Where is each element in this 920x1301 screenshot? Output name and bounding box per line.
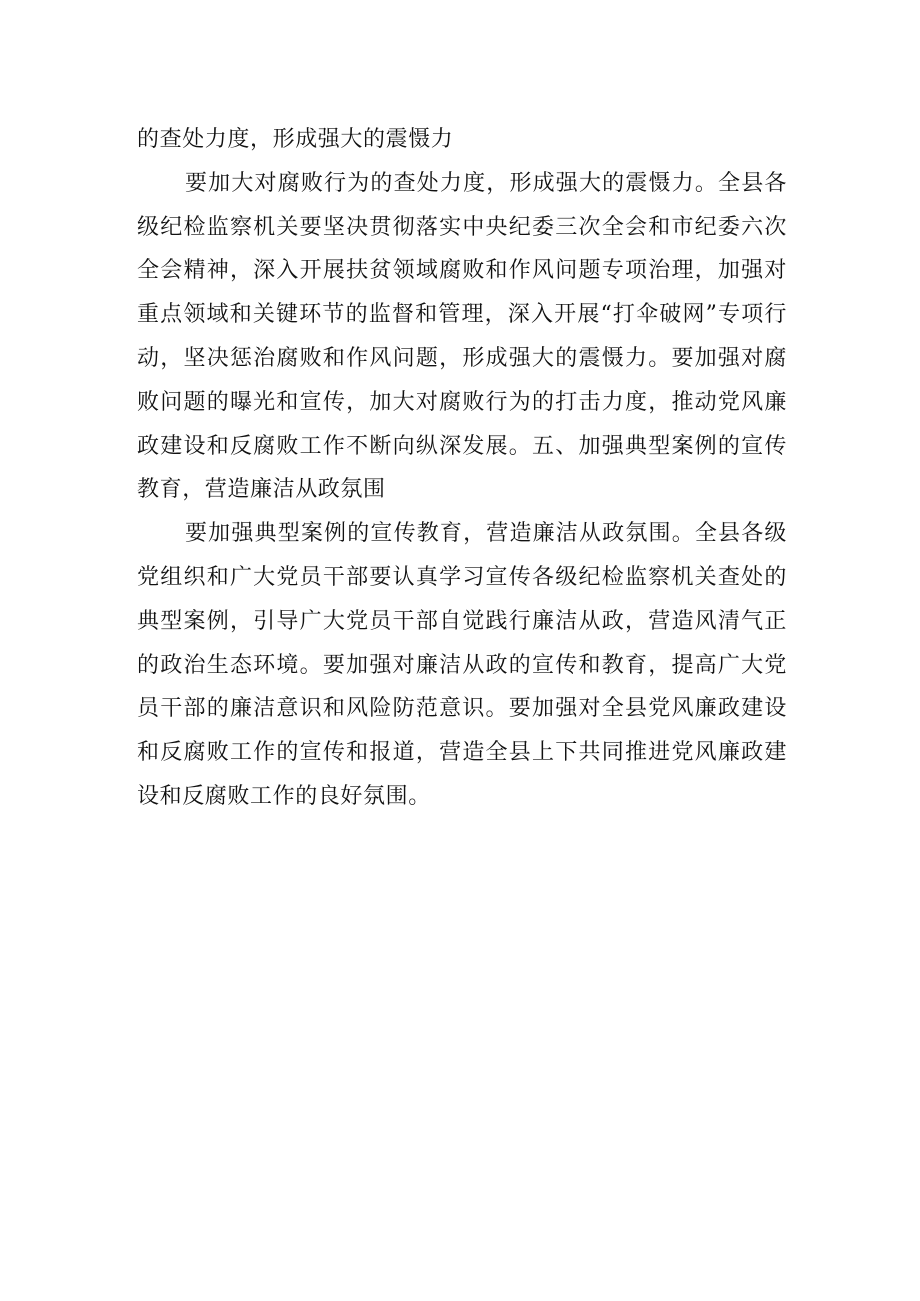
paragraph-case-education: 要加强典型案例的宣传教育，营造廉洁从政氛围。全县各级党组织和广大党员干部要认真学习宣传各级纪检监察机关查处的典型案例，引导广大党员干部自觉践行廉洁从政，营造风清气正的政治生态环境。要加强对廉洁从政的宣传和教育，提高广大党员干部的廉洁意识和风险防范意识。要加强对全县党风廉政建设和反腐败工作的宣传和报道，营造全县上下共同推进党风廉政建设和反腐败工作的良好氛围。	[137, 521, 787, 809]
document-body	[137, 118, 787, 819]
paragraph-deterrence: 要加大对腐败行为的查处力度，形成强大的震慑力。全县各级纪检监察机关要坚决贯彻落实中央纪委三次全会和市纪委六次全会精神，深入开展扶贫领域腐败和作风问题专项治理，加强对重点领域和关键环节的监督和管理，深入开展“打伞破网”专项行动，坚决惩治腐败和作风问题，形成强大的震慑力。要加强对腐败问题的曝光和宣传，加大对腐败行为的打击力度，推动党风廉政建设和反腐败工作不断向纵深发展。五、加强典型案例的宣传教育，营造廉洁从政氛围	[137, 170, 787, 503]
paragraph-heading-continuation: 的查处力度，形成强大的震慑力	[137, 127, 454, 152]
